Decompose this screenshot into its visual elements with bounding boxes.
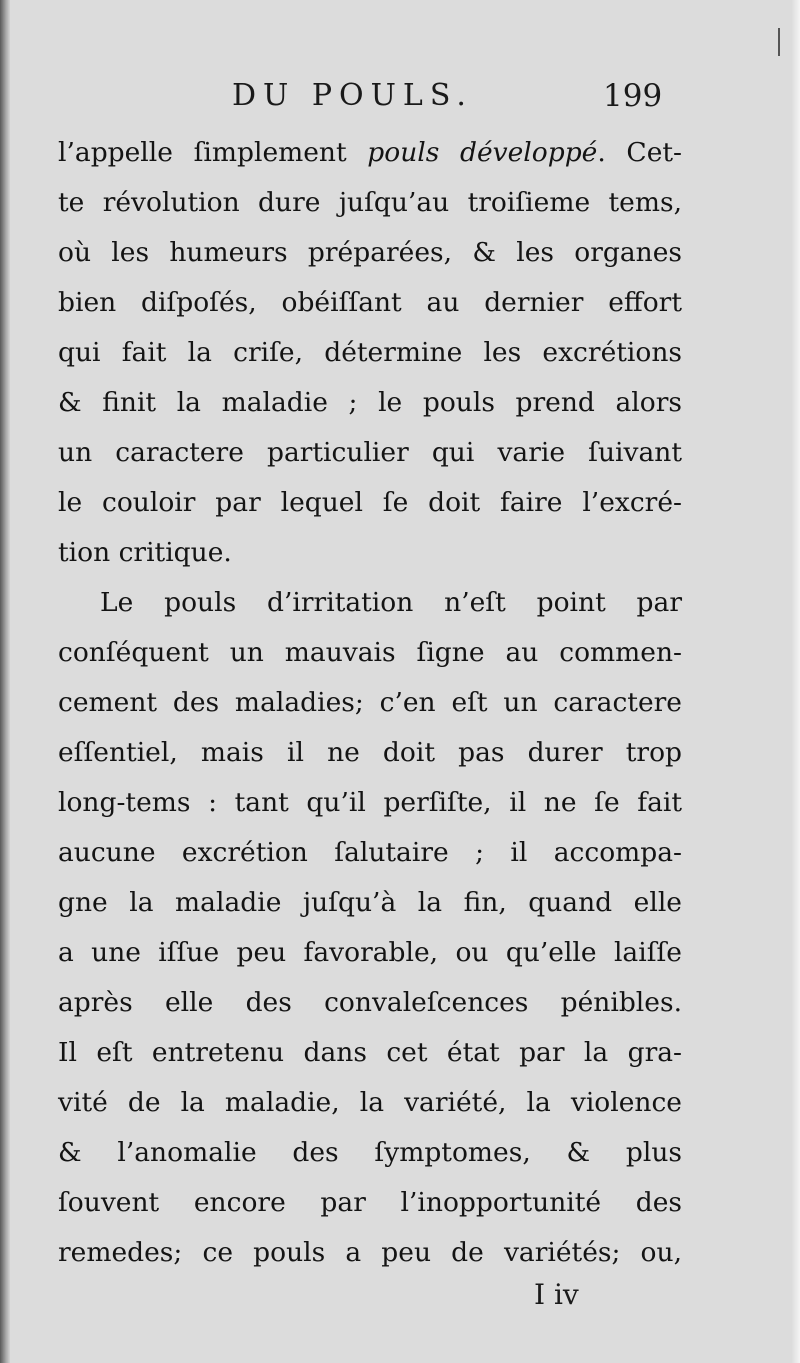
text-line: a une iſſue peu favorable, ou qu’elle laiſſe — [58, 937, 682, 968]
text-line: gne la maladie juſqu’à la fin, quand elle — [58, 887, 682, 918]
paragraph-start-line: Le pouls d’irritation n’eſt point par — [100, 587, 682, 618]
text-line: te révolution dure juſqu’au troiſieme tems, — [58, 187, 682, 218]
text-line: aucune excrétion ſalutaire ; il accompa- — [58, 837, 682, 868]
text-line: remedes; ce pouls a peu de variétés; ou, — [58, 1237, 682, 1268]
text-line: long-tems : tant qu’il perſiſte, il ne ſe fait — [58, 787, 682, 818]
text-line: conſéquent un mauvais ſigne au commen- — [58, 637, 682, 668]
text-line: ſouvent encore par l’inopportunité des — [58, 1187, 682, 1218]
text-line: eſſentiel, mais il ne doit pas durer trop — [58, 737, 682, 768]
text-line: & finit la maladie ; le pouls prend alors — [58, 387, 682, 418]
text-line: après elle des convaleſcences pénibles. — [58, 987, 682, 1018]
body-text — [58, 128, 682, 1278]
text-line: Il eſt entretenu dans cet état par la gra- — [58, 1037, 682, 1068]
text-line: & l’anomalie des ſymptomes, & plus — [58, 1137, 682, 1168]
italic-term: pouls développé — [367, 137, 598, 168]
page-binding-edge — [0, 0, 10, 1363]
page-header — [0, 78, 800, 122]
text-line: bien diſpoſés, obéiſſant au dernier effort — [58, 287, 682, 318]
text-line: un caractere particulier qui varie ſuivant — [58, 437, 682, 468]
text-line: l’appelle ſimplement pouls développé. Cet- — [58, 137, 682, 168]
text-line: vité de la maladie, la variété, la violence — [58, 1087, 682, 1118]
signature-mark: I iv — [534, 1278, 579, 1311]
running-head: DU POULS. — [232, 78, 473, 113]
text-line: le couloir par lequel ſe doit faire l’excré- — [58, 487, 682, 518]
page-right-edge — [792, 0, 800, 1363]
text-line: tion critique. — [58, 537, 232, 568]
text-line: où les humeurs préparées, & les organes — [58, 237, 682, 268]
text-line: qui fait la criſe, détermine les excrétions — [58, 337, 682, 368]
text-line: cement des maladies; c’en eſt un caractere — [58, 687, 682, 718]
page-number: 199 — [603, 78, 663, 114]
margin-mark — [778, 28, 780, 56]
